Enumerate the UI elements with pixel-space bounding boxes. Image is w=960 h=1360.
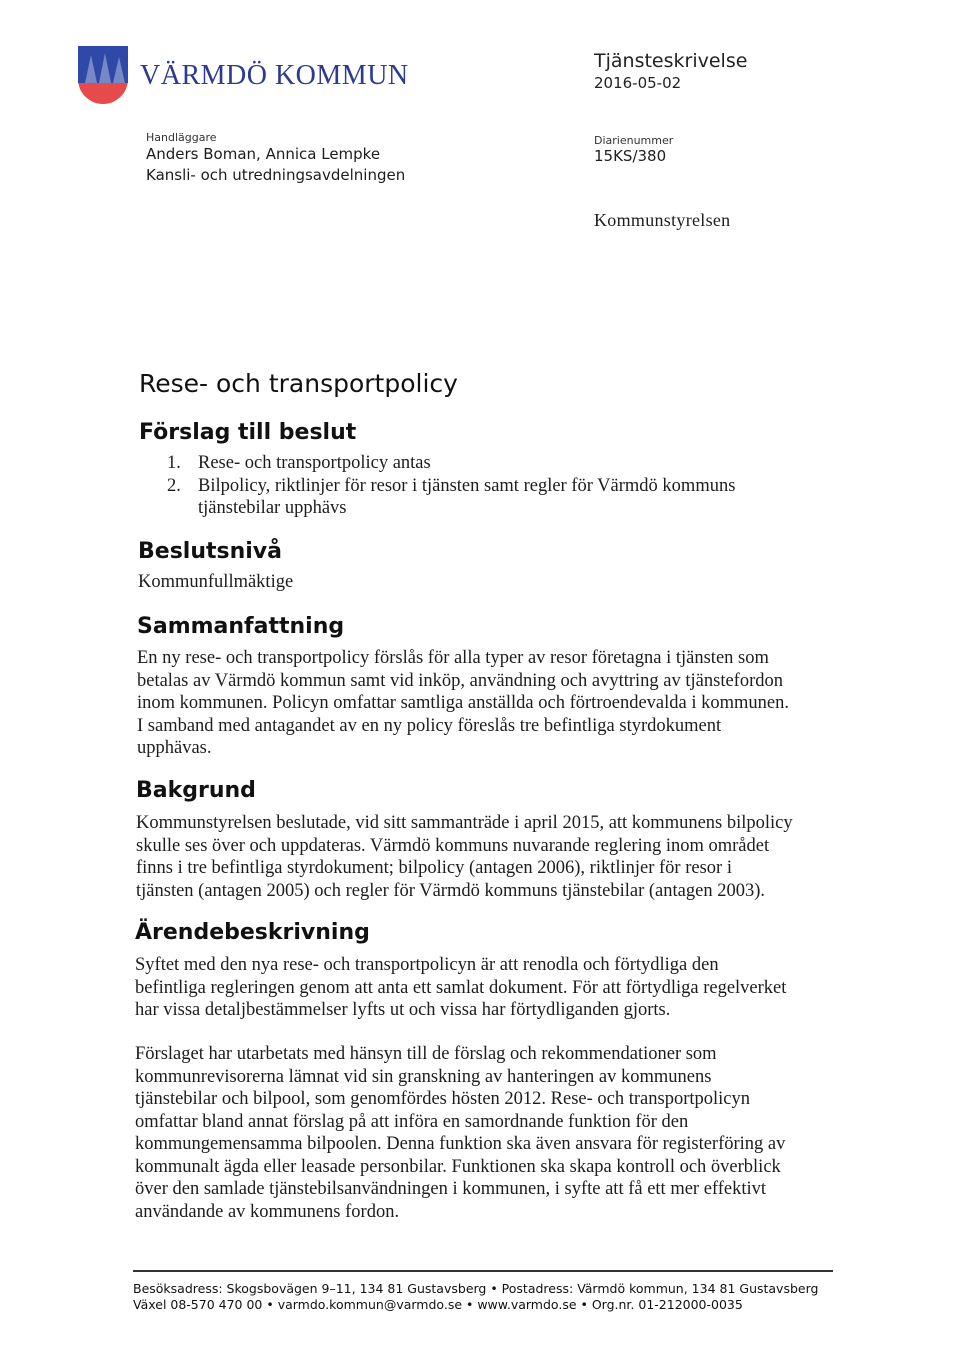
paragraph-line: tjänstebilar och bilpool, som genomfördes hösten 2012. Rese- och transportpolicyn — [135, 1089, 751, 1109]
handlaggare-names: Anders Boman, Annica Lempke — [146, 145, 381, 163]
paragraph-line: En ny rese- och transportpolicy förslås för alla typer av resor företagna i tjänsten som — [137, 648, 769, 668]
list-item — [167, 475, 847, 520]
paragraph-line: kommunrevisorerna lämnat vid sin granskning av hanteringen av kommunens — [135, 1066, 712, 1087]
arendebeskrivning-paragraph-1 — [135, 954, 845, 1022]
paragraph-line: användande av kommunens fordon. — [135, 1201, 400, 1222]
document-date: 2016-05-02 — [594, 74, 682, 92]
arendebeskrivning-paragraph-2 — [135, 1043, 845, 1223]
footer-divider — [133, 1270, 833, 1272]
beslutsniva-heading: Beslutsnivå — [138, 539, 282, 564]
paragraph-line: finns i tre befintliga styrdokument; bilpolicy (antagen 2006), riktlinjer för resor i — [136, 858, 732, 878]
list-number: 2. — [167, 475, 181, 496]
paragraph-line: Kommunstyrelsen beslutade, vid sitt sammanträde i april 2015, att kommunens bilpolicy — [136, 813, 793, 833]
paragraph-line: inom kommunen. Policyn omfattar samtliga anställda och förtroendevalda i kommunen. — [137, 693, 789, 713]
paragraph-line: Syftet med den nya rese- och transportpolicyn är att renodla och förtydliga den — [135, 955, 719, 975]
list-text: Rese- och transportpolicy antas — [198, 453, 431, 473]
paragraph-line: tjänsten (antagen 2005) och regler för Värmdö kommuns tjänstebilar (antagen 2003). — [136, 880, 765, 901]
paragraph-line: betalas av Värmdö kommun samt vid inköp, användning och avyttring av tjänstefordon — [137, 670, 784, 691]
sammanfattning-heading: Sammanfattning — [137, 614, 345, 639]
arendebeskrivning-heading: Ärendebeskrivning — [135, 920, 370, 945]
list-text: Bilpolicy, riktlinjer för resor i tjänsten samt regler för Värmdö kommuns — [198, 475, 736, 496]
paragraph-line: befintliga regleringen genom att anta ett samlat dokument. För att förtydliga regelverket — [135, 977, 787, 998]
bakgrund-heading: Bakgrund — [136, 778, 256, 803]
beslutsniva-text: Kommunfullmäktige — [138, 572, 294, 592]
footer-address: Besöksadress: Skogsbovägen 9–11, 134 81 Gustavsberg • Postadress: Värmdö kommun, 134 81 Gustavsberg — [133, 1281, 819, 1296]
paragraph-line: I samband med antagandet av en ny policy föreslås tre befintliga styrdokument — [137, 715, 722, 736]
paragraph-line: upphävas. — [137, 738, 212, 758]
paragraph-line: över den samlade tjänstebilsanvändningen i kommunen, i syfte att få ett mer effektivt — [135, 1179, 767, 1199]
paragraph-line: Förslaget har utarbetats med hänsyn till de förslag och rekommendationer som — [135, 1044, 717, 1064]
list-text: tjänstebilar upphävs — [198, 498, 347, 518]
paragraph-line: har vissa detaljbestämmelser lyfts ut och vissa har förtydliganden gjorts. — [135, 1000, 671, 1020]
list-item — [167, 452, 847, 475]
diarienummer-label: Diarienummer — [594, 134, 674, 147]
paragraph-line: kommungemensamma bilpoolen. Denna funktion ska även ansvara för registerföring av — [135, 1134, 786, 1154]
paragraph-line: kommunalt ägda eller leasade personbilar. Funktionen ska skapa kontroll och överblick — [135, 1156, 781, 1177]
bakgrund-paragraph — [136, 812, 846, 902]
footer-contact: Växel 08-570 470 00 • varmdo.kommun@varmdo.se • www.varmdo.se • Org.nr. 01-212000-0035 — [133, 1297, 743, 1312]
paragraph-line: omfattar bland annat förslag på att införa en samordnande funktion för den — [135, 1111, 689, 1132]
list-number: 1. — [167, 453, 181, 473]
document-type: Tjänsteskrivelse — [594, 50, 748, 72]
sammanfattning-paragraph — [137, 647, 847, 760]
forslag-list — [167, 452, 847, 520]
recipient: Kommunstyrelsen — [594, 210, 731, 230]
diarienummer: 15KS/380 — [594, 147, 667, 165]
handlaggare-label: Handläggare — [146, 131, 217, 144]
forslag-heading: Förslag till beslut — [139, 420, 357, 445]
paragraph-line: skulle ses över och uppdateras. Värmdö kommuns nuvarande reglering inom området — [136, 835, 770, 856]
page-title: Rese- och transportpolicy — [139, 369, 458, 398]
brand-name: VÄRMDÖ KOMMUN — [140, 60, 409, 91]
varmdo-coat-of-arms-icon — [77, 45, 129, 107]
handlaggare-department: Kansli- och utredningsavdelningen — [146, 166, 406, 184]
